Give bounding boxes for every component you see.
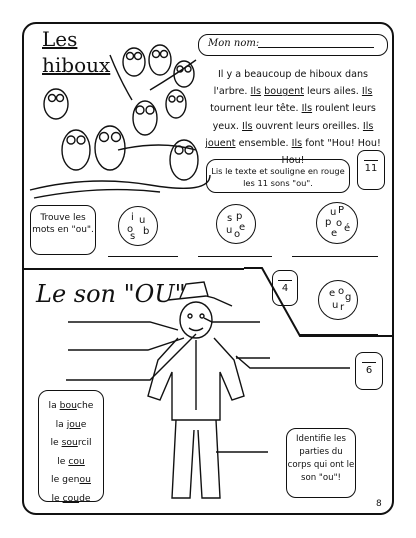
story-part: roulent leurs yeux. [212,103,376,132]
bubble-letter: P [338,205,345,216]
bubble-letter: u [226,225,233,236]
bubble-letter: u [332,300,339,311]
story-part: tournent leur tête. [210,103,299,115]
word-part: le [57,455,69,467]
story-underlined-word: bougent [264,86,304,98]
story-ils: Ils [250,86,262,98]
bubble-letter: o [336,218,343,229]
word-ou-part: cou [68,455,85,467]
word-ou-part: sou [61,437,78,449]
bubble-letter: u [330,207,337,218]
word-part: e [80,418,87,430]
bubble-letter: u [139,215,146,226]
story-part: leurs ailes. [307,86,359,98]
word-part: le [51,492,63,504]
bubble-letter: e [329,288,336,299]
story-part: ensemble. [238,137,289,149]
section-title: Le son "OU" [36,280,186,308]
word-ou-part: ou [79,474,91,486]
bubble-letter: e [331,228,338,239]
bubble-letter: o [338,286,345,297]
bubble-letter: e [239,222,246,233]
bubble-letter: é [344,223,351,234]
score-total: 4 [281,283,289,294]
bubble-letter: o [234,229,241,240]
score-total: 6 [365,365,373,376]
word-item [39,397,103,416]
story-ils: Ils [301,103,313,115]
bubble-letter: s [130,231,136,242]
story-ils: Ils [291,137,303,149]
title-line-1: Les [42,27,78,51]
story-ils: Ils [362,120,374,132]
word-part: la [48,400,60,411]
story-ils: Ils [361,86,373,98]
bubble-letter: r [340,302,345,313]
word-part: de [79,492,91,504]
word-part: le [50,437,62,449]
bubble-letter: p [325,217,332,228]
word-item [39,434,103,453]
word-ou-part: bou [59,400,77,411]
identify-instruction: Identifie les parties du corps qui ont le son "ou"! [286,428,356,498]
bubble-letter: s [227,213,233,224]
underline-instruction: Lis le texte et souligne en rouge les 11 sons "ou". [206,159,350,193]
name-label: Mon nom: [208,38,260,49]
word-part: rcil [77,437,92,449]
story-part: font "Hou! Hou! Hou! [281,137,381,167]
word-part: la [55,418,67,430]
story-ils: Ils [242,120,253,132]
score-total: 11 [364,163,378,174]
word-ou-part: cou [62,492,80,504]
bubble-letter: b [143,226,150,237]
word-ou-part: jou [66,418,81,430]
story-part: Il y a beaucoup de hiboux dans l'arbre. [213,69,369,98]
word-part: le gen [51,474,80,486]
word-item [39,453,103,472]
body-part-word-list [38,390,104,502]
bubble-letter: o [127,224,134,235]
page-number: 8 [376,499,382,509]
story-underlined-word: jouent [205,137,236,149]
story-part: ouvrent leurs oreilles. [255,120,360,132]
bubble-letter: g [345,292,352,303]
find-words-instruction: Trouve les mots en "ou". [30,205,96,255]
word-item [39,416,103,435]
bubble-letter: p [236,211,243,222]
title-line-2: hiboux [42,53,111,77]
bubble-letter: i [131,212,134,223]
word-part: che [76,400,94,411]
word-item [39,490,103,509]
word-item [39,471,103,490]
